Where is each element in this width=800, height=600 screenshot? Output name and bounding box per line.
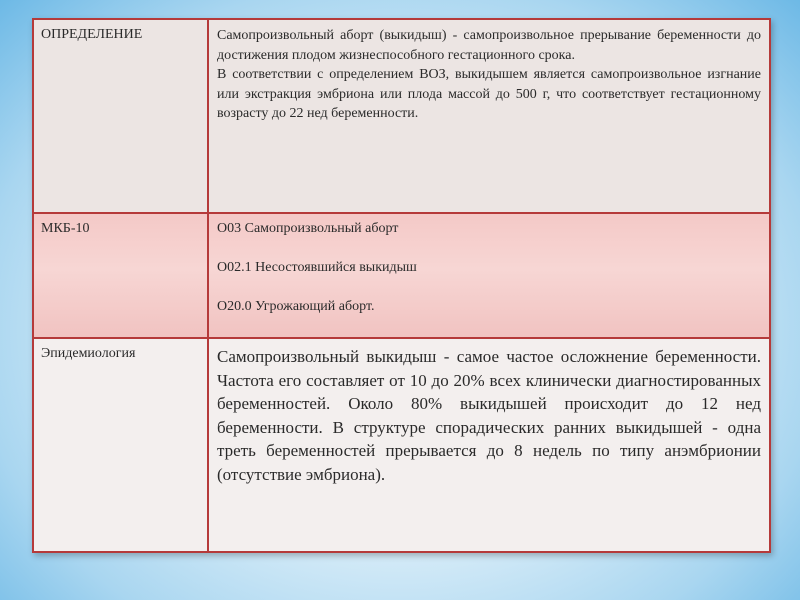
table-row-epidemiology (33, 338, 770, 552)
icd-code-item: О02.1 Несостоявшийся выкидыш (217, 260, 417, 275)
definition-paragraph: В соответствии с определением ВОЗ, выкидышем является самопроизвольное изгнание или экстракция эмбриона или плода массой до 500 г, что соответствует гестационному возрасту до 22 нед беременности. (217, 67, 761, 121)
label-cell (33, 338, 208, 552)
epidemiology-paragraph: Самопроизвольный выкидыш - самое частое осложнение беременности. Частота его составляет от 10 до 20% всех клинически диагностированных беременностей. Около 80% выкидышей происходит до 12 нед беременности. В структуре спорадических ранних выкидышей - одна треть беременностей прерывается до 8 недель по типу анэмбрионии (отсутствие эмбриона). (217, 347, 761, 484)
table-row-icd10 (33, 213, 770, 338)
row-label-definition: ОПРЕДЕЛЕНИЕ (41, 27, 143, 42)
table-row-definition (33, 19, 770, 213)
icd10-content (209, 214, 769, 316)
content-cell (208, 19, 770, 213)
definition-paragraph: Самопроизвольный аборт (выкидыш) - самопроизвольное прерывание беременности до достижения плодом жизнеспособного гестационного срока. (217, 28, 761, 63)
row-label-icd10: МКБ-10 (41, 221, 90, 236)
icd-code-item: О20.0 Угрожающий аборт. (217, 299, 375, 314)
info-table (32, 18, 771, 553)
content-cell (208, 213, 770, 338)
icd-code-item: О03 Самопроизвольный аборт (217, 221, 399, 236)
label-cell (33, 213, 208, 338)
definition-content (209, 20, 769, 124)
epidemiology-content (209, 339, 769, 486)
row-label-epidemiology: Эпидемиология (41, 346, 136, 361)
label-cell (33, 19, 208, 213)
content-cell (208, 338, 770, 552)
